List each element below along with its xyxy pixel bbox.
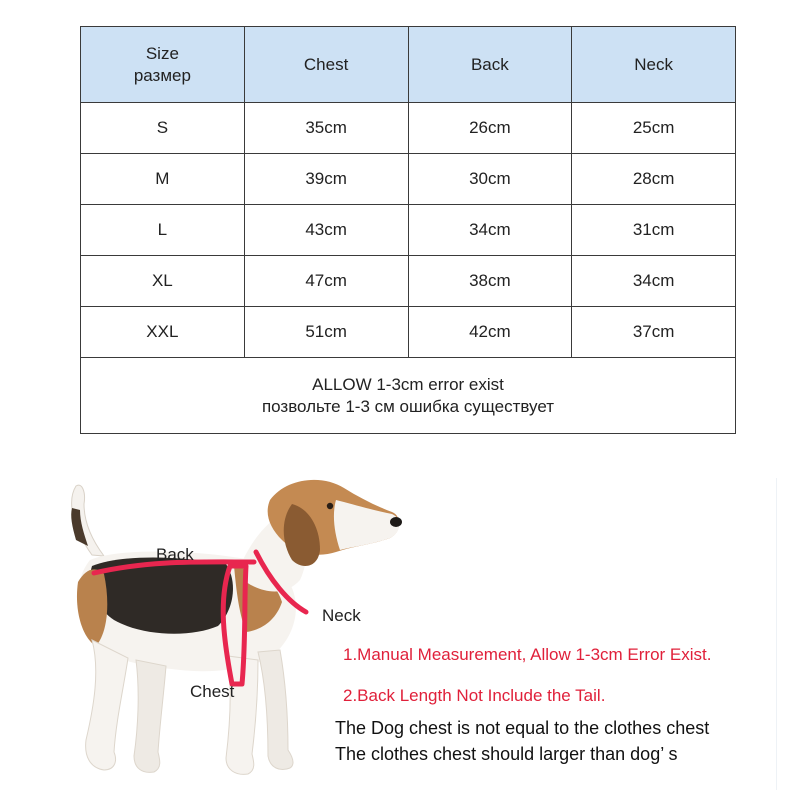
cell-chest: 47cm [244,256,408,307]
cell-chest: 51cm [244,307,408,358]
dog-nose [390,517,402,527]
note-chest-not-equal: The Dog chest is not equal to the clothes chest [335,718,710,738]
label-neck: Neck [322,606,361,625]
cell-size: L [81,205,245,256]
error-note-cell [81,358,736,434]
table-header-row [81,27,736,103]
header-size-en: Size [145,43,179,63]
error-note-en: ALLOW 1-3cm error exist [312,374,504,394]
cell-neck: 34cm [572,256,736,307]
header-size [81,27,245,103]
cell-back: 34cm [408,205,572,256]
cell-chest: 43cm [244,205,408,256]
error-note-ru: позвольте 1-3 см ошибка существует [261,396,555,416]
table-footer-row [81,358,736,434]
table-row [81,103,736,154]
table-row [81,256,736,307]
note-manual-measurement: 1.Manual Measurement, Allow 1-3cm Error Exist. [343,645,712,664]
header-back: Back [408,27,572,103]
cell-size: M [81,154,245,205]
size-chart-table [80,26,736,434]
cell-back: 26cm [408,103,572,154]
cell-neck: 28cm [572,154,736,205]
cell-size: XL [81,256,245,307]
label-back: Back [156,545,194,564]
cell-neck: 37cm [572,307,736,358]
header-neck: Neck [572,27,736,103]
dog-back-leg [86,640,128,770]
cell-chest: 35cm [244,103,408,154]
header-size-ru: размер [133,65,191,85]
note-back-length: 2.Back Length Not Include the Tail. [343,686,606,705]
image-edge-divider [776,478,777,790]
table-row [81,307,736,358]
cell-back: 30cm [408,154,572,205]
cell-back: 42cm [408,307,572,358]
header-chest: Chest [244,27,408,103]
label-chest: Chest [190,682,235,701]
table-row [81,154,736,205]
dog-measurement-illustration [30,470,430,790]
cell-back: 38cm [408,256,572,307]
cell-chest: 39cm [244,154,408,205]
dog-eye [327,503,333,509]
cell-size: XXL [81,307,245,358]
note-clothes-larger: The clothes chest should larger than dog’ s [335,744,678,764]
table-row [81,205,736,256]
cell-neck: 25cm [572,103,736,154]
cell-neck: 31cm [572,205,736,256]
cell-size: S [81,103,245,154]
